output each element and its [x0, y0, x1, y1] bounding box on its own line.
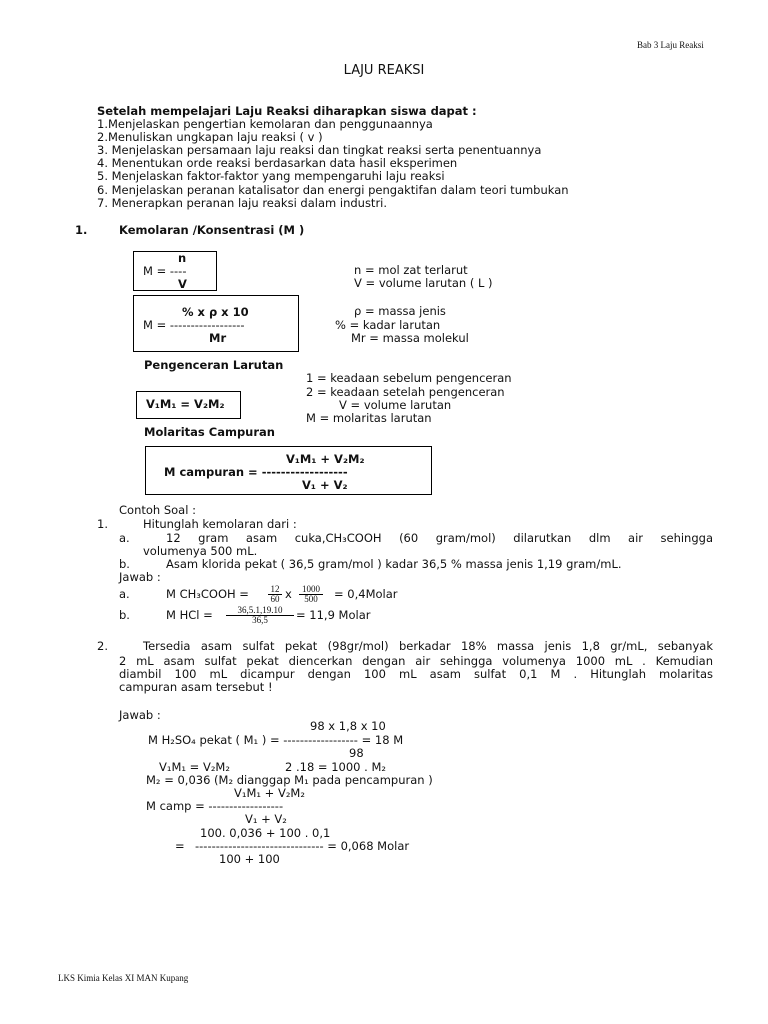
- answer-result: = 11,9 Molar: [296, 608, 371, 622]
- formula-numerator: % x ρ x 10: [182, 305, 249, 319]
- question-line: Asam klorida pekat ( 36,5 gram/mol ) kadar 36,5 % massa jenis 1,19 gram/mL.: [166, 557, 622, 571]
- question-line: Tersedia asam sulfat pekat (98gr/mol) berkadar 18% massa jenis 1,8 gr/mL, sebanyak: [143, 639, 713, 653]
- times-sign: x: [285, 587, 292, 601]
- item-label: a.: [119, 587, 130, 601]
- fraction-numerator: 1000: [299, 585, 323, 595]
- fraction-denominator: 36,5: [252, 615, 268, 625]
- calc-line: 98: [349, 746, 364, 760]
- fraction-denominator: 60: [270, 594, 280, 604]
- formula-numerator: V₁M₁ + V₂M₂: [286, 452, 365, 466]
- answer-lhs: M CH₃COOH =: [166, 587, 249, 601]
- legend-item: V = volume larutan: [339, 398, 452, 412]
- objective-item: 1.Menjelaskan pengertian kemolaran dan penggunaannya: [97, 117, 433, 131]
- examples-heading: Contoh Soal :: [119, 503, 196, 517]
- question-line: diambil 100 mL dicampur dengan 100 mL asam sulfat 0,1 M . Hitunglah molaritas: [119, 667, 713, 681]
- formula-numerator: n: [178, 251, 187, 265]
- objective-item: 6. Menjelaskan peranan katalisator dan energi pengaktifan dalam teori tumbukan: [97, 183, 569, 197]
- legend-item: n = mol zat terlarut: [354, 263, 468, 277]
- legend-item: Mr = massa molekul: [351, 331, 469, 345]
- molarity-formula-box: [133, 251, 217, 291]
- objective-item: 7. Menerapkan peranan laju reaksi dalam industri.: [97, 196, 388, 210]
- dilution-formula: V₁M₁ = V₂M₂: [146, 397, 225, 411]
- fraction-numerator: 36,5.1,19.10: [226, 606, 294, 616]
- fraction-denominator: 500: [304, 594, 318, 604]
- answer-label: Jawab :: [119, 570, 161, 584]
- footer-text: LKS Kimia Kelas XI MAN Kupang: [58, 973, 189, 983]
- formula-denominator: V: [178, 277, 187, 291]
- calc-line: V₁M₁ = V₂M₂: [159, 760, 230, 774]
- question-number: 2.: [97, 639, 108, 653]
- dilution-title: Pengenceran Larutan: [144, 358, 284, 372]
- question-line: volumenya 500 mL.: [143, 544, 258, 558]
- calc-line: 100. 0,036 + 100 . 0,1: [200, 826, 331, 840]
- legend-item: 2 = keadaan setelah pengenceran: [306, 385, 505, 399]
- formula-denominator: Mr: [209, 331, 227, 345]
- answer-result: = 0,4Molar: [334, 587, 398, 601]
- objective-item: 2.Menuliskan ungkapan laju reaksi ( v ): [97, 130, 323, 144]
- fraction: [299, 585, 323, 604]
- legend-item: 1 = keadaan sebelum pengenceran: [306, 371, 512, 385]
- calc-line: =: [175, 839, 185, 853]
- formula-line: M campuran = ------------------: [164, 465, 348, 479]
- formula-denominator: V₁ + V₂: [302, 478, 348, 492]
- calc-line: M camp = ------------------: [146, 799, 284, 813]
- legend-item: M = molaritas larutan: [306, 411, 432, 425]
- mixture-title: Molaritas Campuran: [144, 425, 275, 439]
- objective-item: 3. Menjelaskan persamaan laju reaksi dan tingkat reaksi serta penentuannya: [97, 143, 542, 157]
- calc-line: M₂ = 0,036 (M₂ dianggap M₁ pada pencampuran ): [146, 773, 433, 787]
- section-number: 1.: [75, 223, 88, 237]
- legend-item: V = volume larutan ( L ): [354, 276, 493, 290]
- question-text: Hitunglah kemolaran dari :: [143, 517, 297, 531]
- question-line: campuran asam tersebut !: [119, 680, 273, 694]
- calc-line: V₁ + V₂: [245, 812, 287, 826]
- section-title: Kemolaran /Konsentrasi (M ): [119, 223, 305, 237]
- legend-item: ρ = massa jenis: [354, 304, 446, 318]
- fraction: [268, 585, 282, 604]
- page-title: LAJU REAKSI: [343, 63, 425, 78]
- item-label: b.: [119, 608, 130, 622]
- mixture-formula-box: [145, 446, 432, 495]
- question-line: 2 mL asam sulfat pekat diencerkan dengan air sehingga volumenya 1000 mL . Kemudian: [119, 654, 713, 668]
- dilution-formula-box: [136, 391, 241, 419]
- item-label: b.: [119, 557, 130, 571]
- molarity-density-formula-box: [133, 295, 299, 352]
- calc-line: M H₂SO₄ pekat ( M₁ ) = ------------------ = 18 M: [148, 733, 404, 747]
- fraction: [226, 606, 294, 625]
- calc-line: ------------------------------- = 0,068 Molar: [195, 839, 410, 853]
- question-number: 1.: [97, 517, 108, 531]
- legend-item: % = kadar larutan: [335, 318, 441, 332]
- question-line: 12 gram asam cuka,CH₃COOH (60 gram/mol) dilarutkan dlm air sehingga: [166, 531, 713, 545]
- chapter-header: Bab 3 Laju Reaksi: [637, 40, 704, 50]
- formula-line: M = ----: [143, 264, 187, 278]
- objective-item: 4. Menentukan orde reaksi berdasarkan data hasil eksperimen: [97, 156, 458, 170]
- calc-line: 98 x 1,8 x 10: [310, 719, 386, 733]
- calc-line: V₁M₁ + V₂M₂: [234, 786, 305, 800]
- answer-label: Jawab :: [119, 708, 161, 722]
- objective-item: 5. Menjelaskan faktor-faktor yang mempengaruhi laju reaksi: [97, 169, 445, 183]
- calc-line: 100 + 100: [219, 852, 280, 866]
- formula-line: M = ------------------: [143, 318, 245, 332]
- item-label: a.: [119, 531, 130, 545]
- fraction-numerator: 12: [268, 585, 282, 595]
- objectives-intro: Setelah mempelajari Laju Reaksi diharapkan siswa dapat :: [97, 104, 477, 118]
- answer-lhs: M HCl =: [166, 608, 213, 622]
- calc-line: 2 .18 = 1000 . M₂: [285, 760, 386, 774]
